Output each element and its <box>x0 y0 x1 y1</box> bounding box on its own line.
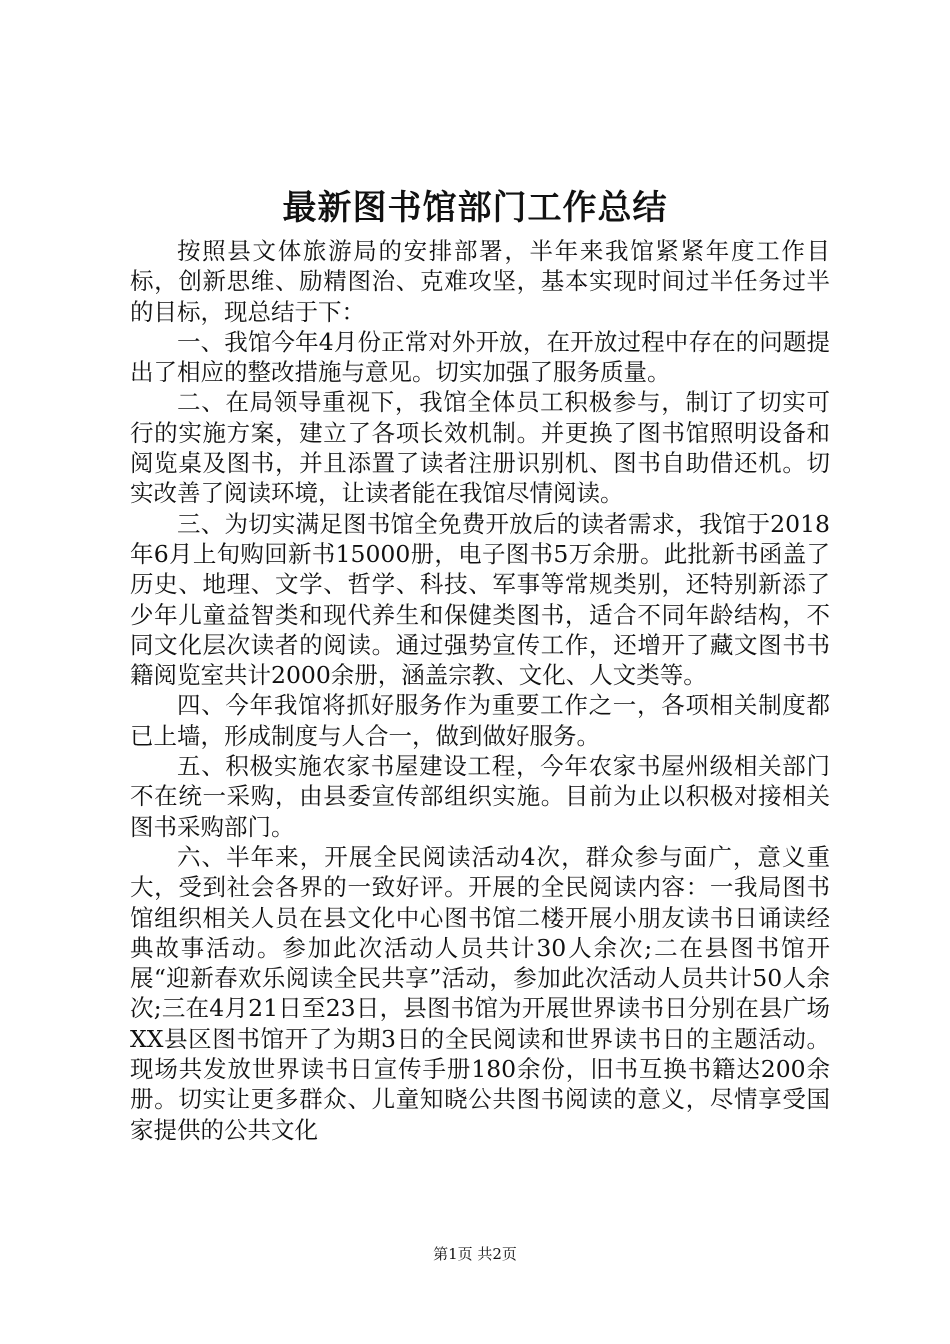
paragraph-intro: 按照县文体旅游局的安排部署，半年来我馆紧紧年度工作目标，创新思维、励精图治、克难攻坚，基本实现时间过半任务过半的目标，现总结于下： <box>130 237 830 326</box>
paragraph-section-2: 二、在局领导重视下，我馆全体员工积极参与，制订了切实可行的实施方案，建立了各项长效机制。并更换了图书馆照明设备和阅览桌及图书，并且添置了读者注册识别机、图书自助借还机。切实改善了阅读环境，让读者能在我馆尽情阅读。 <box>130 388 830 508</box>
paragraph-section-3: 三、为切实满足图书馆全免费开放后的读者需求，我馆于2018年6月上旬购回新书15000册，电子图书5万余册。此批新书函盖了历史、地理、文学、哲学、科技、军事等常规类别，还特别新添了少年儿童益智类和现代养生和保健类图书，适合不同年龄结构，不同文化层次读者的阅读。通过强势宣传工作，还增开了藏文图书书籍阅览室共计2000余册，涵盖宗教、文化、人文类等。 <box>130 509 830 690</box>
paragraph-section-1: 一、我馆今年4月份正常对外开放，在开放过程中存在的问题提出了相应的整改措施与意见。切实加强了服务质量。 <box>130 327 830 387</box>
document-title: 最新图书馆部门工作总结 <box>282 188 668 228</box>
document-body <box>130 236 830 1145</box>
page-footer: 第1页 共2页 <box>433 1245 517 1263</box>
paragraph-section-5: 五、积极实施农家书屋建设工程，今年农家书屋州级相关部门不在统一采购，由县委宣传部组织实施。目前为止以积极对接相关图书采购部门。 <box>130 752 830 841</box>
paragraph-section-4: 四、今年我馆将抓好服务作为重要工作之一，各项相关制度都已上墙，形成制度与人合一，做到做好服务。 <box>130 691 830 750</box>
paragraph-section-6: 六、半年来，开展全民阅读活动4次，群众参与面广，意义重大，受到社会各界的一致好评。开展的全民阅读内容：一我局图书馆组织相关人员在县文化中心图书馆二楼开展小朋友读书日诵读经典故事活动。参加此次活动人员共计30人余次;二在县图书馆开展“迎新春欢乐阅读全民共享”活动，参加此次活动人员共计50人余次;三在4月21日至23日，县图书馆为开展世界读书日分别在县广场XX县区图书馆开了为期3日的全民阅读和世界读书日的主题活动。现场共发放世界读书日宣传手册180余份，旧书互换书籍达200余册。切实让更多群众、儿童知晓公共图书阅读的意义，尽情享受国家提供的公共文化 <box>130 842 830 1144</box>
